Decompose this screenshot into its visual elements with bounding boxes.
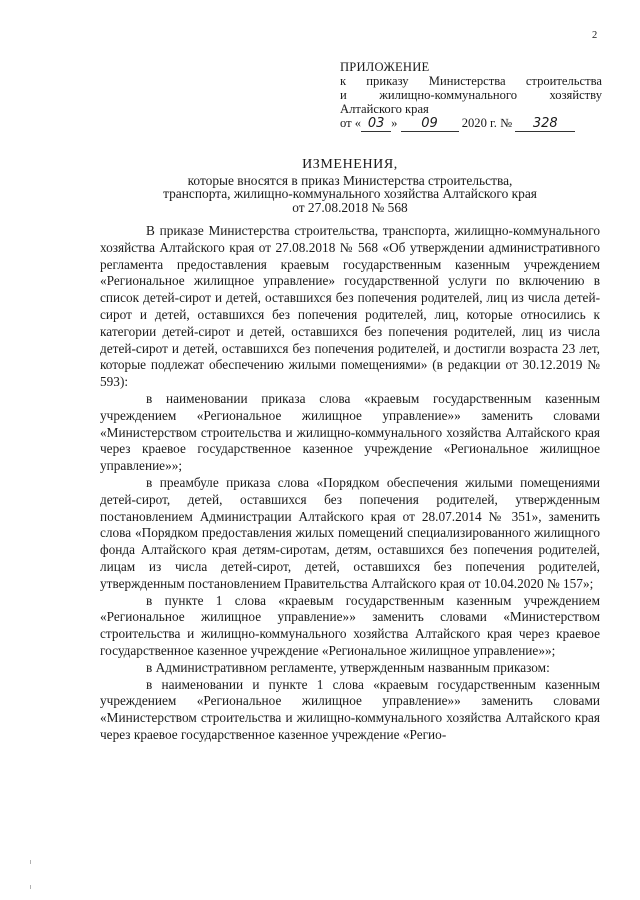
appendix-line-1: к приказу Министерства строительства [340, 74, 602, 88]
changes-subtitle-1: которые вносятся в приказ Министерства строительства, [187, 172, 513, 188]
date-year-text: 2020 г. № [461, 116, 513, 130]
scan-mark [30, 885, 31, 889]
paragraph-6: в наименовании и пункте 1 слова «краевым государственным казенным учреждением «Региональное жилищное управление»» заменить словами «Министерством строительства и жилищно-коммунального хозяйства Алтайского края через краевое государственное казенное учреждение «Регио- [100, 676, 600, 742]
paragraph-1: В приказе Министерства строительства, транспорта, жилищно-коммунального хозяйства Алтайского края от 27.08.2018 № 568 «Об утверждении административного регламента предоставления краевым государственным казенным учреждением «Региональное жилищное управление» государственной услуги по включению в список детей-сирот и детей, оставшихся без попечения родителей, лиц из числа детей-сирот и детей, оставшихся без попечения родителей, лиц, которые относились к категории детей-сирот и детей, оставшихся без попечения родителей, лиц из числа детей-сирот и детей, оставшихся без попечения родителей, и достигли возраста 23 лет, которые подлежат обеспечению жилыми помещениями» (в редакции от 30.12.2019 № 593): [100, 223, 600, 390]
date-day-handwritten: 03 [367, 116, 385, 131]
appendix-title: ПРИЛОЖЕНИЕ [340, 60, 430, 74]
changes-header [100, 158, 600, 214]
paragraph-3: в преамбуле приказа слова «Порядком обеспечения жилыми помещениями детей-сирот, детей, оставшихся без попечения родителей, утвержденным постановлением Администрации Алтайского края от 28.07.2014 № 351», заменить слова «Порядком предоставления жилых помещений специализированного жилищного фонда Алтайского края детям-сиротам, детям, оставшихся без попечения родителей, лицам из числа детей-сирот, детей, оставшихся без попечения родителей, утвержденным постановлением Правительства Алтайского края от 10.04.2020 № 157»; [100, 474, 600, 591]
document-body [100, 223, 600, 744]
date-mid: » [391, 116, 398, 130]
scan-mark [30, 860, 31, 864]
changes-subtitle-2: транспорта, жилищно-коммунального хозяйства Алтайского края [163, 186, 537, 202]
order-number-handwritten: 328 [532, 116, 558, 131]
paragraph-2: в наименовании приказа слова «краевым государственным казенным учреждением «Региональное жилищное управление»» заменить словами «Министерством строительства и жилищно-коммунального хозяйства Алтайского края через краевое государственное казенное учреждение «Региональное жилищное управление»»; [100, 390, 600, 474]
appendix-date-line [340, 116, 602, 132]
paragraph-4: в пункте 1 слова «краевым государственным казенным учреждением «Региональное жилищное управление»» заменить словами «Министерством строительства и жилищно-коммунального хозяйства Алтайского края через краевое государственное казенное учреждение «Региональное жилищное управление»»; [100, 592, 600, 658]
appendix-block [340, 60, 602, 132]
date-month-handwritten: 09 [421, 116, 438, 131]
changes-title: ИЗМЕНЕНИЯ, [302, 157, 398, 172]
appendix-line-3: Алтайского края [340, 102, 429, 116]
paragraph-5: в Административном регламенте, утвержденным названным приказом: [146, 659, 550, 675]
changes-subtitle-3: от 27.08.2018 № 568 [292, 199, 408, 215]
appendix-line-2: и жилищно-коммунального хозяйству [340, 88, 602, 102]
date-prefix: от « [340, 116, 362, 130]
page-number: 2 [592, 30, 598, 41]
